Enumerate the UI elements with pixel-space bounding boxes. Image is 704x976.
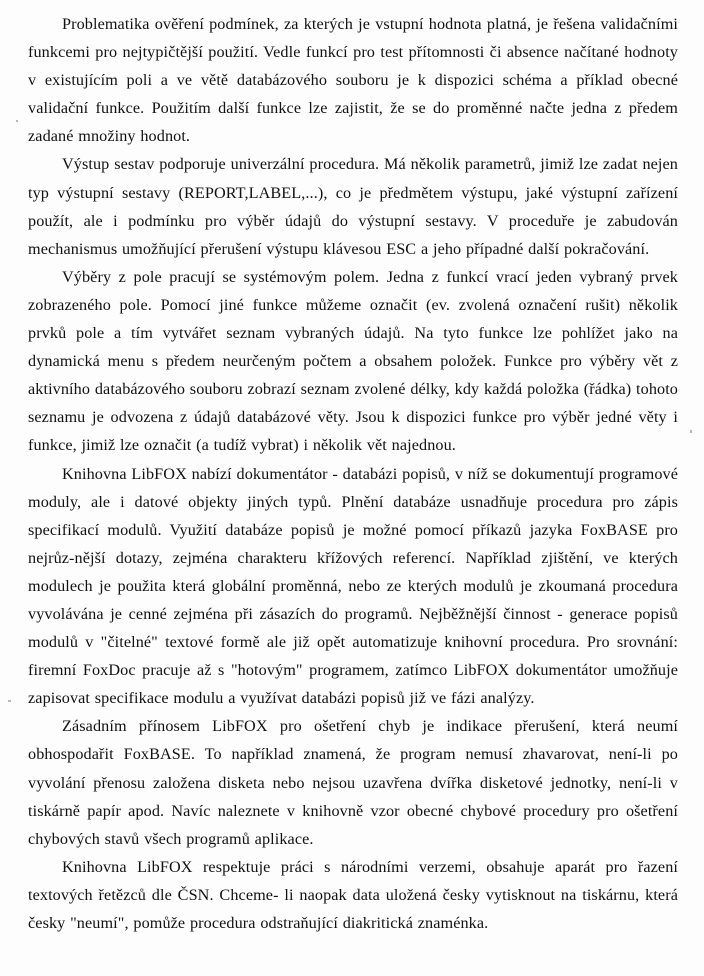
paragraph: Knihovna LibFOX respektuje práci s národními verzemi, obsahuje aparát pro řazení textových řetězců dle ČSN. Chceme- li naopak data uložená česky vytisknout na tiskárnu, která česky "neumí", pomůže procedura odstraňující diakritická znaménka. [28,857,678,932]
scan-speck [8,700,11,702]
scan-speck [16,120,18,122]
paragraph: Zásadním přínosem LibFOX pro ošetření chyb je indikace přerušení, která neumí obhospodařit FoxBASE. To například znamená, že program nemusí zhavarovat, není-li po vyvolání přenosu založena disketa nebo nejsou uzavřena dvířka disketové jednotky, není-li v tiskárně papír apod. Navíc naleznete v knihovně vzor obecné chybové procedury pro ošetření chybových stavů všech programů aplikace. [28,717,678,848]
document-body [28,10,678,937]
paragraph: Výběry z pole pracují se systémovým polem. Jedna z funkcí vrací jeden vybraný prvek zobrazeného pole. Pomocí jiné funkce můžeme označit (ev. zvolená označení rušit) několik prvků pole a tím vytvářet seznam vybraných údajů. Na tyto funkce lze pohlížet jako na dynamická menu s předem neurčeným počtem a obsahem položek. Funkce pro výběry vět z aktivního databázového souboru zobrazí seznam zvolené délky, kdy každá položka (řádka) tohoto seznamu je odvozena z údajů databázové věty. Jsou k dispozici funkce pro výběr jedné věty i funkce, jimiž lze označit (a tudíž vybrat) i několik vět najednou. [28,267,678,455]
paragraph: Výstup sestav podporuje univerzální procedura. Má několik parametrů, jimiž lze zadat nejen typ výstupní sestavy (REPORT,LABEL,...), co je předmětem výstupu, jaké výstupní zařízení použít, ale i podmínku pro výběr údajů do výstupní sestavy. V proceduře je zabudován mechanismus umožňující přerušení výstupu klávesou ESC a jeho případné další pokračování. [28,155,678,258]
scan-speck [690,430,692,433]
paragraph: Knihovna LibFOX nabízí dokumentátor - databázi popisů, v níž se dokumentují programové moduly, ale i datové objekty jiných typů. Plnění databáze usnadňuje procedura pro zápis specifikací modulů. Využití databáze popisů je možné pomocí příkazů jazyka FoxBASE pro nejrůz-nější dotazy, zejména charakteru křížových referencí. Například zjištění, ve kterých modulech je použita která globální proměnná, nebo ze kterých modulů je zkoumaná procedura vyvolávána je cenné zejména při zásazích do programů. Nejběžnější činnost - generace popisů modulů v "čitelné" textové formě ale již opět automatizuje knihovní procedura. Pro srovnání: firemní FoxDoc pracuje až s "hotovým" programem, zatímco LibFOX dokumentátor umožňuje zapisovat specifikace modulu a využívat databázi popisů již ve fázi analýzy. [28,464,678,708]
paragraph: Problematika ověření podmínek, za kterých je vstupní hodnota platná, je řešena validačními funkcemi pro nejtypičtější použití. Vedle funkcí pro test přítomnosti či absence načítané hodnoty v existujícím poli a ve větě databázového souboru je k dispozici schéma a příklad obecné validační funkce. Použitím další funkce lze zajistit, že se do proměnné načte jedna z předem zadané množiny hodnot. [28,15,678,146]
